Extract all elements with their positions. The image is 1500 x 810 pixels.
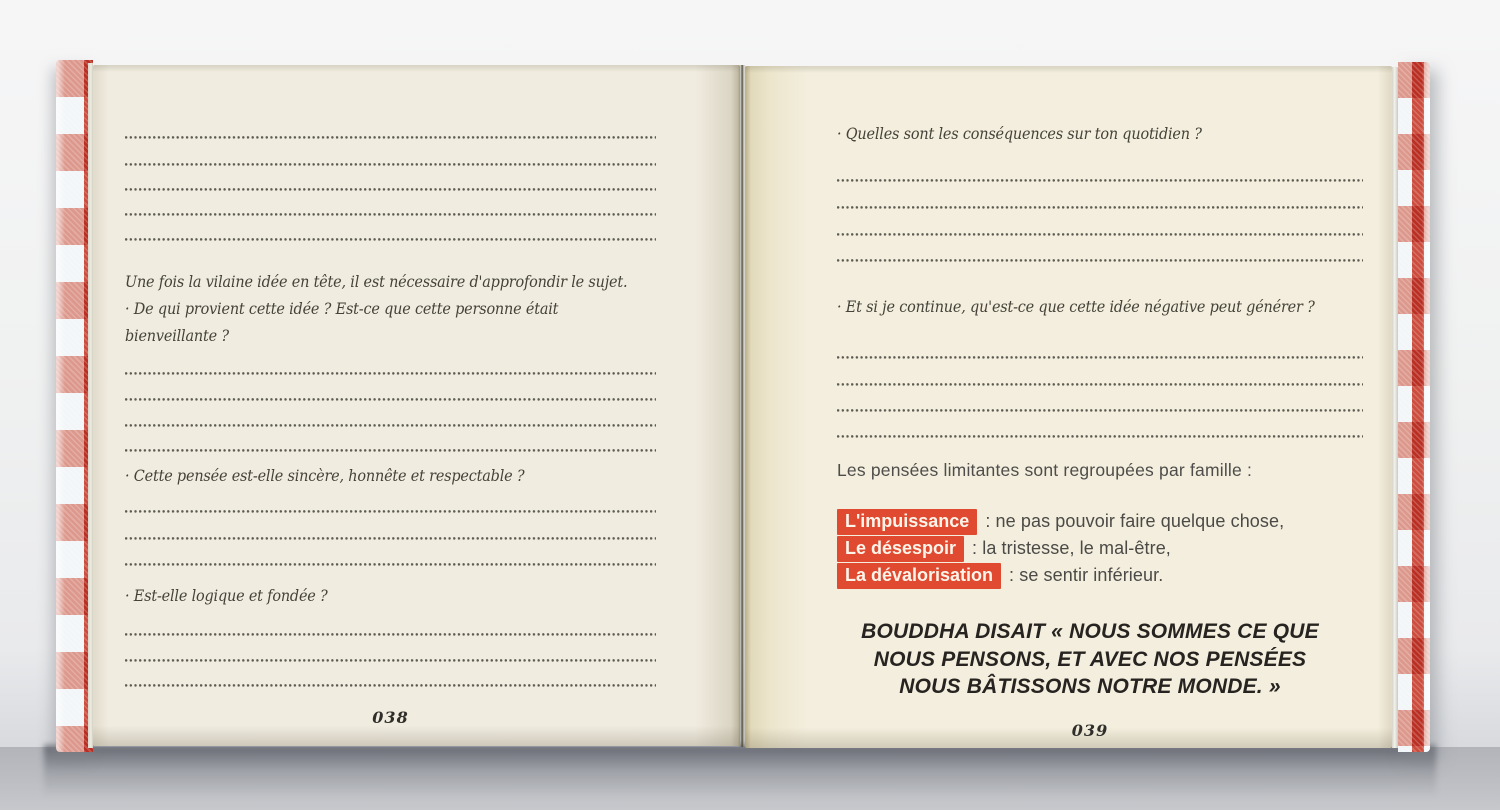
dotted-answer-line bbox=[125, 136, 656, 139]
family-description: : se sentir inférieur. bbox=[1009, 565, 1164, 585]
quote-line: BOUDDHA DISAIT « NOUS SOMMES CE QUE bbox=[861, 620, 1319, 643]
page-number-left: 038 bbox=[372, 708, 409, 727]
dotted-answer-line bbox=[837, 259, 1363, 262]
dotted-answer-line bbox=[125, 537, 656, 540]
dotted-answer-line bbox=[125, 398, 656, 401]
right-page bbox=[745, 66, 1392, 748]
gingham-cover-right bbox=[1398, 62, 1430, 752]
dotted-answer-line bbox=[125, 213, 656, 216]
family-description: : ne pas pouvoir faire quelque chose, bbox=[985, 511, 1285, 531]
family-label-highlight: L'impuissance bbox=[837, 509, 977, 535]
family-label-highlight: Le désespoir bbox=[837, 536, 964, 562]
family-row bbox=[837, 509, 1284, 536]
family-row bbox=[837, 536, 1171, 563]
family-description: : la tristesse, le mal-être, bbox=[972, 538, 1171, 558]
dotted-answer-line bbox=[125, 424, 656, 427]
dotted-answer-line bbox=[125, 510, 656, 513]
dotted-answer-line bbox=[125, 633, 656, 636]
quote-line: NOUS BÂTISSONS NOTRE MONDE. » bbox=[899, 675, 1281, 698]
prompt-question-consequences: · Quelles sont les conséquences sur ton quotidien ? bbox=[837, 125, 1202, 143]
families-intro-text: Les pensées limitantes sont regroupées par famille : bbox=[837, 460, 1253, 480]
prompt-intro: Une fois la vilaine idée en tête, il est nécessaire d'approfondir le sujet. bbox=[125, 273, 628, 291]
dotted-answer-line bbox=[125, 163, 656, 166]
dotted-answer-line bbox=[125, 188, 656, 191]
book-cast-shadow bbox=[44, 745, 1436, 797]
dotted-answer-line bbox=[837, 179, 1363, 182]
handwritten-prompt-block bbox=[125, 269, 628, 350]
dotted-answer-line bbox=[837, 233, 1363, 236]
dotted-answer-line bbox=[125, 684, 656, 687]
dotted-answer-line bbox=[125, 449, 656, 452]
dotted-answer-line bbox=[125, 563, 656, 566]
family-label-highlight: La dévalorisation bbox=[837, 563, 1001, 589]
left-page bbox=[93, 65, 740, 746]
dotted-answer-line bbox=[837, 356, 1363, 359]
dotted-answer-line bbox=[837, 206, 1363, 209]
dotted-answer-line bbox=[125, 659, 656, 662]
dotted-answer-line bbox=[125, 372, 656, 375]
dotted-answer-line bbox=[125, 238, 656, 241]
dotted-answer-line bbox=[837, 435, 1363, 438]
family-row bbox=[837, 563, 1163, 590]
page-number-right: 039 bbox=[1071, 721, 1109, 740]
quote-line: NOUS PENSONS, ET AVEC NOS PENSÉES bbox=[873, 647, 1307, 671]
prompt-question-sincerity: · Cette pensée est-elle sincère, honnête et respectable ? bbox=[125, 467, 525, 485]
dotted-answer-line bbox=[837, 383, 1363, 386]
prompt-question-origin: · De qui provient cette idée ? Est-ce que cette personne était bienveillante ? bbox=[125, 300, 559, 345]
prompt-question-generation: · Et si je continue, qu'est-ce que cette idée négative peut générer ? bbox=[837, 298, 1315, 316]
dotted-answer-line bbox=[837, 409, 1363, 412]
prompt-question-logic: · Est-elle logique et fondée ? bbox=[125, 587, 328, 605]
buddha-quote bbox=[825, 618, 1355, 701]
page-stack-edge-right bbox=[1392, 67, 1398, 748]
